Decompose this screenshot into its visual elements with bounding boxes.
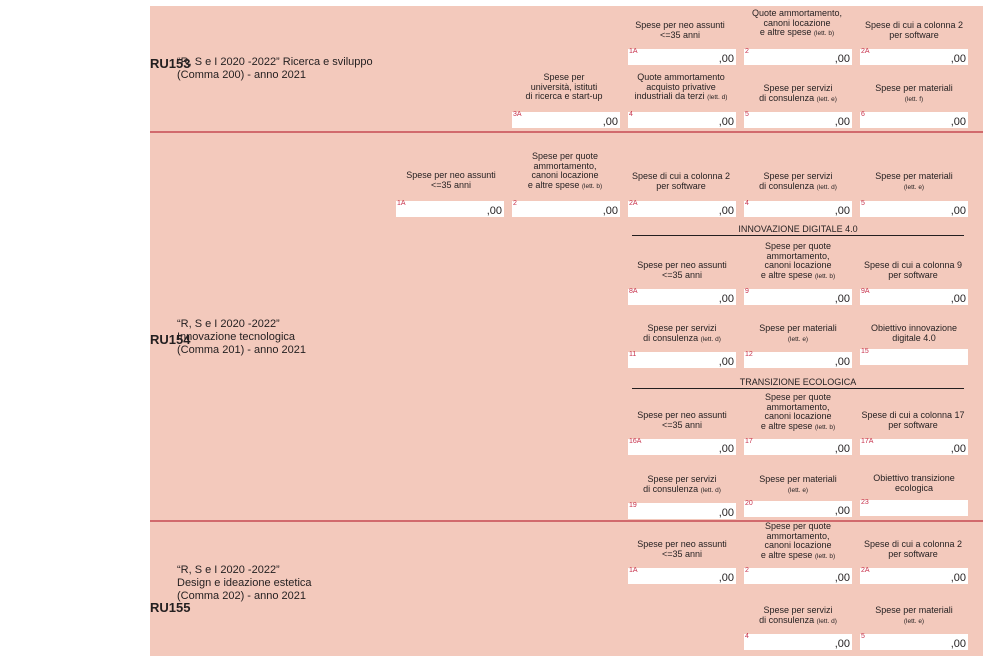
ru154-col4-label: [744, 172, 852, 192]
ru154-field-1a[interactable]: [396, 201, 504, 217]
field-label-line: di consulenza (lett. d): [643, 483, 721, 494]
field-value: ,00: [718, 53, 734, 65]
field-number: 17: [745, 438, 753, 445]
field-label-line: Spese per neo assunti: [406, 170, 496, 180]
field-label-line: (lett. e): [787, 335, 809, 343]
field-value: ,00: [950, 293, 966, 305]
ru154-field-8a[interactable]: [628, 289, 736, 305]
field-label-line: Spese di cui a colonna 17: [861, 410, 965, 420]
ru154-field-15[interactable]: [860, 349, 968, 365]
field-label-line: ammortamento,: [533, 160, 597, 171]
ru154-field-12[interactable]: [744, 352, 852, 368]
field-number: 2A: [861, 48, 870, 55]
field-label-line: Spese per neo assunti: [637, 410, 727, 420]
ru154-col1a-label: [395, 171, 507, 190]
field-number: 5: [861, 633, 865, 640]
field-label-line: Obiettivo transizione: [873, 473, 955, 483]
field-number: 1A: [397, 200, 406, 207]
ru154-col9-label: [744, 242, 852, 281]
field-label-line: Spese per servizi: [763, 605, 833, 615]
ru155-title: “R, S e I 2020 -2022” Design e ideazione estetica (Comma 202) - anno 2021: [177, 564, 312, 602]
ru153-field-1a[interactable]: [628, 49, 736, 65]
field-number: 11: [629, 351, 637, 358]
field-label-line: Spese di cui a colonna 2: [631, 171, 731, 181]
field-label-line: Spese per materiali: [875, 171, 953, 181]
field-number: 2: [745, 567, 749, 574]
field-label-line: Spese per servizi: [647, 323, 717, 333]
ru153-field-4[interactable]: [628, 112, 736, 128]
field-label-line: ammortamento,: [766, 250, 830, 261]
ru155-col5-label: [860, 606, 968, 626]
ru155-code: RU155: [150, 600, 191, 615]
field-value: ,00: [834, 205, 850, 217]
ru154-col16a-label: [626, 411, 738, 430]
ru154-col9a-label: [854, 261, 972, 280]
field-label-line: università, istituti: [530, 81, 598, 92]
field-number: 9: [745, 288, 749, 295]
field-value: ,00: [718, 507, 734, 519]
field-label-line: canoni locazione: [764, 540, 832, 550]
field-number: 9A: [861, 288, 870, 295]
field-number: 23: [861, 499, 869, 506]
field-label-line: e altre spese (lett. b): [760, 549, 836, 560]
ru153-field-5[interactable]: [744, 112, 852, 128]
ru154-col23-label: [856, 474, 972, 493]
field-number: 17A: [861, 438, 874, 445]
field-label-line: Spese di cui a colonna 2: [864, 20, 964, 30]
field-number: 3A: [513, 111, 522, 118]
field-number: 4: [745, 633, 749, 640]
field-label-line: Spese per materiali: [875, 605, 953, 615]
field-value: ,00: [950, 116, 966, 128]
ru154-code: RU154: [150, 332, 191, 347]
ru155-col2-label: [744, 522, 852, 561]
ru154-col20-label: [744, 475, 852, 495]
field-value: ,00: [950, 572, 966, 584]
ru153-field-2[interactable]: [744, 49, 852, 65]
field-label-line: Spese per: [543, 72, 585, 82]
field-label-line: Spese per materiali: [759, 474, 837, 484]
ru153-col1a-label: [624, 21, 736, 40]
field-label-line: Spese per servizi: [763, 171, 833, 181]
field-label-line: Spese di cui a colonna 9: [863, 260, 963, 270]
field-label-line: per software: [889, 29, 939, 40]
field-label-line: Spese per neo assunti: [635, 20, 725, 30]
ru154-col19-label: [626, 475, 738, 495]
ru153-field-6[interactable]: [860, 112, 968, 128]
section-separator: [150, 520, 983, 522]
field-label-line: ammortamento,: [766, 530, 830, 541]
ru154-field-16a[interactable]: [628, 439, 736, 455]
field-number: 4: [629, 111, 633, 118]
field-value: ,00: [834, 53, 850, 65]
ru153-field-2a[interactable]: [860, 49, 968, 65]
field-value: ,00: [718, 443, 734, 455]
field-number: 5: [745, 111, 749, 118]
field-label-line: Spese per materiali: [759, 323, 837, 333]
field-number: 12: [745, 351, 753, 358]
field-label-line: ammortamento,: [766, 401, 830, 412]
field-label-line: Spese per neo assunti: [637, 260, 727, 270]
ru155-field-2a[interactable]: [860, 568, 968, 584]
field-value: ,00: [834, 293, 850, 305]
ru154-field-2a[interactable]: [628, 201, 736, 217]
ru153-col6-label: [860, 84, 968, 104]
ru154-col15-label: [856, 324, 972, 343]
ru154-field-5[interactable]: [860, 201, 968, 217]
tax-form-panel: [150, 6, 983, 656]
field-label-line: (lett. e): [903, 617, 925, 625]
ru154-col17a-label: [854, 411, 972, 430]
field-value: ,00: [950, 53, 966, 65]
field-label-line: Spese per neo assunti: [637, 539, 727, 549]
field-number: 2: [513, 200, 517, 207]
field-label-line: (lett. e): [903, 183, 925, 191]
field-label-line: di consulenza (lett. d): [759, 614, 837, 625]
ru154-field-17a[interactable]: [860, 439, 968, 455]
ru154-col11-label: [626, 324, 738, 344]
field-value: ,00: [718, 572, 734, 584]
ru154-col5-label: [860, 172, 968, 192]
field-label-line: Spese di cui a colonna 2: [863, 539, 963, 549]
ru155-col4-label: [744, 606, 852, 626]
field-value: ,00: [950, 205, 966, 217]
field-label-line: acquisto privative: [646, 81, 716, 92]
field-label-line: Spese per servizi: [647, 474, 717, 484]
field-number: 2A: [861, 567, 870, 574]
field-number: 6: [861, 111, 865, 118]
ru155-col1a-label: [626, 540, 738, 559]
field-label-line: ecologica: [894, 482, 934, 493]
field-label-line: <=35 anni: [661, 269, 703, 280]
ru155-field-5[interactable]: [860, 634, 968, 650]
field-number: 2A: [629, 200, 638, 207]
field-number: 1A: [629, 567, 638, 574]
field-label-line: e altre spese (lett. b): [527, 179, 603, 190]
ru153-col5-label: [744, 84, 852, 104]
field-label-line: e altre spese (lett. b): [759, 27, 835, 37]
field-number: 8A: [629, 288, 638, 295]
ru154-col2a-label: [624, 172, 738, 191]
field-label-line: canoni locazione: [763, 17, 831, 28]
field-label-line: Quote ammortamento: [637, 72, 725, 82]
ru153-title: “R, S e I 2020 -2022” Ricerca e sviluppo (Comma 200) - anno 2021: [177, 56, 373, 81]
section-transizione-ecologica: TRANSIZIONE ECOLOGICA: [632, 377, 964, 389]
field-number: 15: [861, 348, 869, 355]
ru154-col2-label: [510, 152, 620, 191]
field-value: ,00: [834, 638, 850, 650]
ru154-field-17[interactable]: [744, 439, 852, 455]
field-label-line: Obiettivo innovazione: [870, 323, 958, 333]
field-label-line: di ricerca e start-up: [525, 91, 603, 101]
field-label-line: e altre spese (lett. b): [760, 420, 836, 431]
ru154-field-9a[interactable]: [860, 289, 968, 305]
field-label-line: industriali da terzi (lett. d): [634, 91, 728, 101]
ru154-field-9[interactable]: [744, 289, 852, 305]
field-value: ,00: [486, 205, 502, 217]
field-label-line: Spese per quote: [531, 151, 599, 161]
section-separator: [150, 131, 983, 133]
ru154-col12-label: [744, 324, 852, 344]
field-value: ,00: [834, 443, 850, 455]
field-label-line: Spese per servizi: [763, 83, 833, 93]
field-value: ,00: [602, 116, 618, 128]
field-label-line: Spese per quote: [764, 392, 832, 402]
field-label-line: canoni locazione: [764, 260, 832, 270]
field-number: 4: [745, 200, 749, 207]
section-innovazione-digitale: INNOVAZIONE DIGITALE 4.0: [632, 224, 964, 236]
field-number: 20: [745, 500, 753, 507]
ru155-field-4[interactable]: [744, 634, 852, 650]
field-label-line: Spese per materiali: [875, 83, 953, 93]
ru154-field-2[interactable]: [512, 201, 620, 217]
field-number: 1A: [629, 48, 638, 55]
field-value: ,00: [718, 205, 734, 217]
field-value: ,00: [950, 638, 966, 650]
field-value: ,00: [718, 293, 734, 305]
field-label-line: per software: [888, 419, 938, 430]
field-label-line: per software: [888, 269, 938, 280]
ru154-field-11[interactable]: [628, 352, 736, 368]
ru155-col2a-label: [854, 540, 972, 559]
field-value: ,00: [718, 356, 734, 368]
field-label-line: canoni locazione: [531, 170, 599, 180]
field-number: 5: [861, 200, 865, 207]
field-label-line: <=35 anni: [659, 29, 701, 40]
ru153-code: RU153: [150, 56, 191, 71]
field-label-line: di consulenza (lett. d): [759, 180, 837, 191]
ru153-field-3a[interactable]: [512, 112, 620, 128]
field-value: ,00: [602, 205, 618, 217]
field-label-line: Spese per quote: [764, 521, 832, 531]
field-label-line: per software: [656, 180, 706, 191]
field-value: ,00: [718, 116, 734, 128]
field-label-line: <=35 anni: [430, 179, 472, 190]
field-label-line: Quote ammortamento,: [751, 8, 843, 18]
field-number: 19: [629, 502, 637, 509]
field-value: ,00: [834, 356, 850, 368]
field-number: 16A: [629, 438, 642, 445]
field-value: ,00: [950, 443, 966, 455]
field-label-line: canoni locazione: [764, 411, 832, 421]
field-label-line: di consulenza (lett. d): [643, 332, 721, 343]
field-label-line: digitale 4.0: [892, 332, 936, 343]
field-value: ,00: [834, 572, 850, 584]
field-label-line: <=35 anni: [661, 419, 703, 430]
field-label-line: per software: [888, 548, 938, 559]
field-label-line: e altre spese (lett. b): [760, 269, 836, 280]
ru154-col17-label: [744, 393, 852, 432]
ru154-field-4[interactable]: [744, 201, 852, 217]
ru154-col8a-label: [626, 261, 738, 280]
ru153-col4-label: [620, 73, 742, 103]
ru154-field-23[interactable]: [860, 500, 968, 516]
field-label-line: (lett. f): [904, 95, 924, 103]
ru154-field-19[interactable]: [628, 503, 736, 519]
ru154-field-20[interactable]: [744, 501, 852, 517]
field-label-line: <=35 anni: [661, 548, 703, 559]
ru155-field-2[interactable]: [744, 568, 852, 584]
ru154-title: “R, S e I 2020 -2022” Innovazione tecnologica (Comma 201) - anno 2021: [177, 318, 307, 356]
field-value: ,00: [834, 116, 850, 128]
ru153-col2a-label: [856, 21, 972, 40]
field-number: 2: [745, 48, 749, 55]
ru153-col3a-label: [508, 73, 620, 102]
field-label-line: Spese per quote: [764, 241, 832, 251]
field-value: ,00: [834, 505, 850, 517]
field-label-line: di consulenza (lett. e): [759, 92, 837, 103]
ru153-col2-label: [740, 9, 854, 39]
ru155-field-1a[interactable]: [628, 568, 736, 584]
field-label-line: (lett. e): [787, 486, 809, 494]
